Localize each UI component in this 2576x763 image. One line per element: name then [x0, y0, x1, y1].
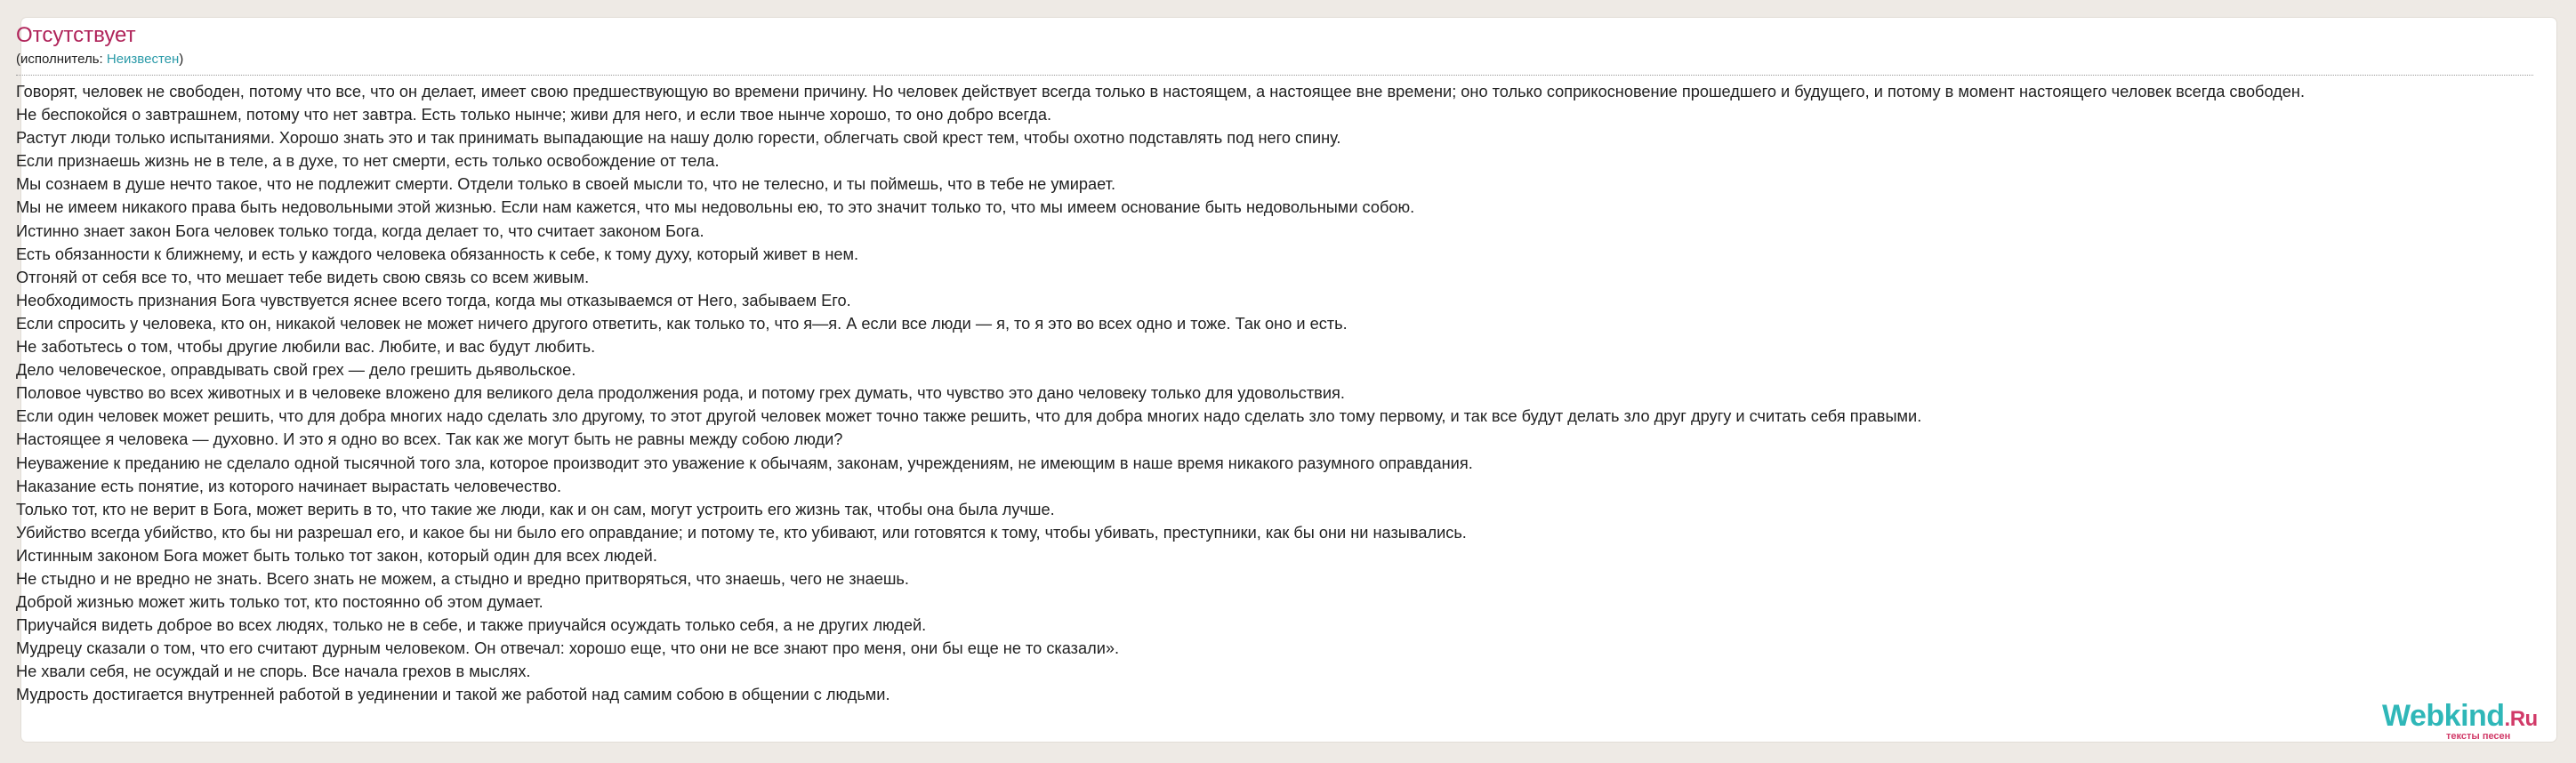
lyric-line: Не заботьтесь о том, чтобы другие любили вас. Любите, и вас будут любить.: [16, 338, 596, 357]
lyric-line: Говорят, человек не свободен, потому что все, что он делает, имеет свою предшествующую во времени причину. Но человек действует всегда только в настоящем, а настоящее вне времени; оно только соприкосновение прошедшего и будущего, и потому в момент настоящего человек всегда свободен.: [16, 83, 2306, 100]
lyric-line: Наказание есть понятие, из которого начинает вырастать человечество.: [16, 477, 562, 495]
lyric-line: Только тот, кто не верит в Бога, может верить в то, что такие же люди, как и он сам, могут устроить его жизнь так, чтобы она была лучше.: [16, 500, 1055, 518]
lyric-line: Приучайся видеть доброе во всех людях, только не в себе, и также приучайся осуждать только себя, а не других людей.: [16, 616, 927, 635]
performer-link[interactable]: Неизвестен: [106, 52, 180, 67]
performer-line: [16, 52, 183, 68]
lyric-line: Половое чувство во всех животных и в человеке вложено для великого дела продолжения рода, и потому грех думать, что чувство это дано человеку только для удовольствия.: [16, 384, 1345, 403]
song-title: Отсутствует: [16, 23, 136, 47]
lyric-line: Необходимость признания Бога чувствуется яснее всего тогда, когда мы отказываемся от Него, забываем Его.: [16, 291, 851, 309]
site-logo-tagline: тексты песен: [2446, 731, 2511, 742]
lyric-line: Истинно знает закон Бога человек только тогда, когда делает то, что считает законом Бога.: [16, 221, 704, 240]
lyrics-text: [16, 80, 2542, 707]
title-divider: [16, 75, 2533, 76]
lyric-line: Растут люди только испытаниями. Хорошо знать это и так принимать выпадающие на нашу долю горести, облегчать свой крест тем, чтобы охотно подставлять под него спину.: [16, 129, 1341, 148]
lyric-line: Если спросить у человека, кто он, никакой человек не может ничего другого ответить, как только то, что я—я. А если все люди — я, то я это во всех одно и тоже. Так оно и есть.: [16, 314, 1348, 333]
lyric-line: Не хвали себя, не осуждай и не спорь. Все начала грехов в мыслях.: [16, 663, 531, 681]
lyric-line: Не стыдно и не вредно не знать. Всего знать не можем, а стыдно и вредно притворяться, что знаешь, чего не знаешь.: [16, 569, 909, 588]
lyric-line: Если признаешь жизнь не в теле, а в духе, то нет смерти, есть только освобождение от тела.: [16, 152, 720, 171]
lyric-line: Мы сознаем в душе нечто такое, что не подлежит смерти. Отдели только в своей мысли то, что не телесно, и ты поймешь, что в тебе не умирает.: [16, 175, 1115, 194]
lyric-line: Доброй жизнью может жить только тот, кто постоянно об этом думает.: [16, 593, 543, 612]
lyric-line: Не беспокойся о завтрашнем, потому что нет завтра. Есть только нынче; живи для него, и если твое нынче хорошо, то оно добро всегда.: [16, 106, 1052, 124]
lyric-line: Отгоняй от себя все то, что мешает тебе видеть свою связь со всем живым.: [16, 268, 590, 286]
lyric-line: Истинным законом Бога может быть только тот закон, который один для всех людей.: [16, 546, 657, 565]
lyric-line: Убийство всегда убийство, кто бы ни разрешал его, и какое бы ни было его оправдание; и потому те, кто убивают, или готовятся к тому, чтобы убивать, преступники, как бы они ни назывались.: [16, 523, 1467, 542]
lyric-line: Неуважение к преданию не сделало одной тысячной того зла, которое производит это уважение к обычаям, законам, учреждениям, не имеющим в наше время никакого разумного оправдания.: [16, 454, 1473, 472]
performer-prefix: (исполнитель:: [16, 52, 107, 67]
lyric-line: Мудрецу сказали о том, что его считают дурным человеком. Он отвечал: хорошо еще, что они не все знают про меня, они бы еще не то сказали».: [16, 639, 1120, 658]
site-logo-name: Webkind: [2382, 699, 2505, 733]
lyric-line: Дело человеческое, оправдывать свой грех — дело грешить дьявольское.: [16, 361, 576, 380]
lyric-line: Мы не имеем никакого права быть недовольными этой жизнью. Если нам кажется, что мы недовольны ею, то это значит только то, что мы имеем основание быть недовольными собою.: [16, 198, 1415, 217]
site-logo-suffix: .Ru: [2504, 707, 2538, 731]
site-logo[interactable]: [2382, 701, 2538, 735]
lyric-line: Настоящее я человека — духовно. И это я одно во всех. Так как же могут быть не равны между собою люди?: [16, 430, 843, 449]
lyric-line: Мудрость достигается внутренней работой в уединении и такой же работой над самим собою в общении с людьми.: [16, 686, 890, 704]
lyric-line: Есть обязанности к ближнему, и есть у каждого человека обязанность к себе, к тому духу, который живет в нем.: [16, 245, 859, 263]
lyric-line: Если один человек может решить, что для добра многих надо сделать зло другому, то этот другой человек может точно также решить, что для добра многих надо сделать зло тому первому, и так все будут делать зло друг другу и считать себя правыми.: [16, 407, 1922, 426]
performer-suffix: ): [179, 52, 184, 67]
